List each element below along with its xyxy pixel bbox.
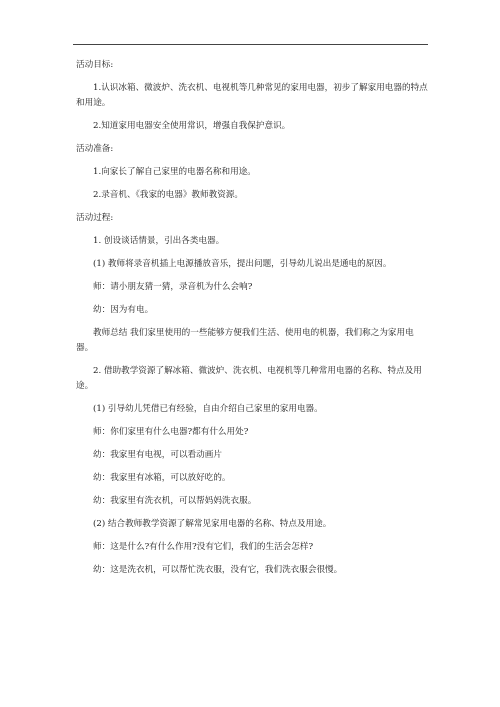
paragraph: 1.认识冰箱、微波炉、洗衣机、电视机等几种常见的家用电器，初步了解家用电器的特点和用途。 xyxy=(76,83,428,108)
paragraph: 师：请小朋友猜一猜，录音机为什么会响? xyxy=(93,282,253,292)
document-body xyxy=(76,58,428,586)
paragraph: 幼：我家里有冰箱，可以放好吃的。 xyxy=(93,473,231,483)
paragraph: 2.知道家用电器安全使用常识，增强自我保护意识。 xyxy=(93,121,291,131)
paragraph: (1) 教师将录音机插上电源播放音乐，提出问题，引导幼儿说出是通电的原因。 xyxy=(93,259,392,269)
paragraph: 教师总结 我们家里使用的一些能够方便我们生活、使用电的机器，我们称之为家用电器。 xyxy=(76,328,414,353)
paragraph: 1. 创设谈话情景，引出各类电器。 xyxy=(93,236,225,246)
paragraph: 2. 借助教学资源了解冰箱、微波炉、洗衣机、电视机等几种常用电器的名称、特点及用途。 xyxy=(76,366,422,391)
paragraph: 1.向家长了解自己家里的电器名称和用途。 xyxy=(93,167,256,177)
paragraph: 幼：我家里有洗衣机，可以帮妈妈洗衣服。 xyxy=(93,496,257,506)
paragraph: 幼：这是洗衣机，可以帮忙洗衣服，没有它，我们洗衣服会很慢。 xyxy=(93,565,343,575)
heading-preparation: 活动准备: xyxy=(76,144,114,154)
paragraph: 2.录音机、《我家的电器》教师教资源。 xyxy=(93,190,243,200)
paragraph: (2) 结合教师教学资源了解常见家用电器的名称、特点及用途。 xyxy=(93,519,332,529)
heading-goals: 活动目标: xyxy=(76,60,114,70)
paragraph: 幼：我家里有电视，可以看动画片 xyxy=(93,450,222,460)
paragraph: (1) 引导幼儿凭借已有经验，自由介绍自己家里的家用电器。 xyxy=(93,404,323,414)
paragraph: 师：这是什么?有什么作用?没有它们，我们的生活会怎样? xyxy=(93,542,314,552)
heading-process: 活动过程: xyxy=(76,213,114,223)
paragraph: 幼：因为有电。 xyxy=(93,305,154,315)
paragraph: 师：你们家里有什么电器?都有什么用处? xyxy=(93,427,249,437)
header-rule xyxy=(73,44,428,45)
